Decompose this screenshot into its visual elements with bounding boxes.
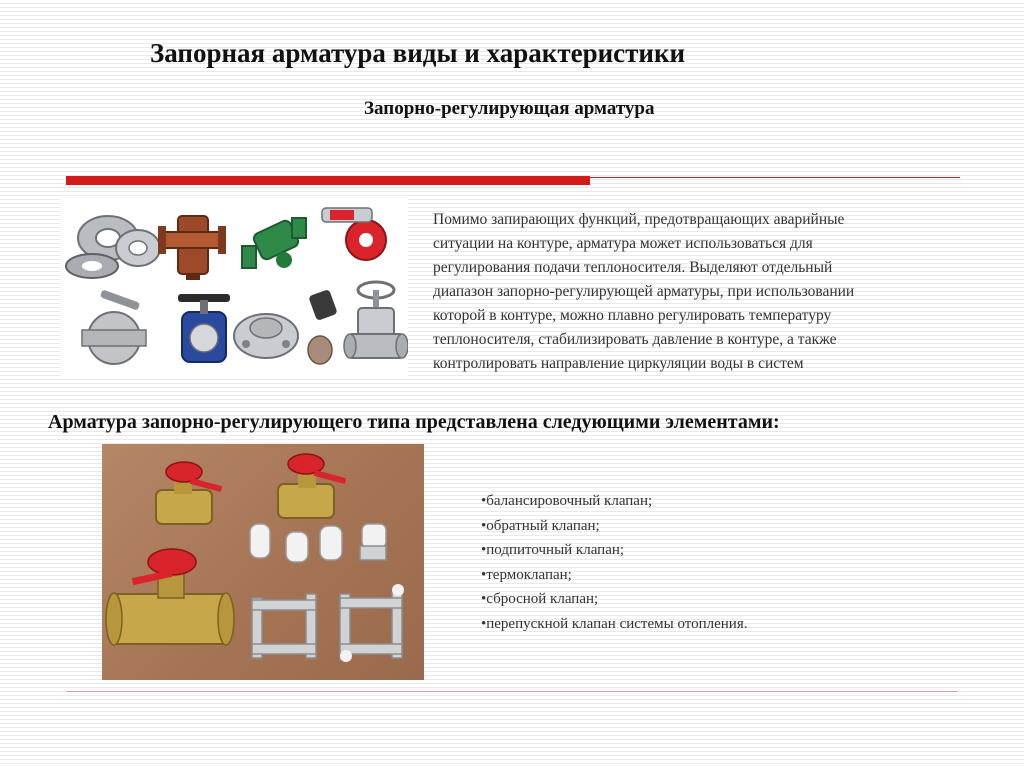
- thermostatic-head-icon: [250, 524, 386, 562]
- large-valve-icon: [106, 549, 234, 645]
- bypass-assembly-icon: [252, 584, 404, 662]
- description-line: регулирования подачи теплоносителя. Выделяют отдельный: [433, 259, 833, 276]
- description-line: диапазон запорно-регулирующей арматуры, при использовании: [433, 283, 855, 300]
- description-line: контролировать направление циркуляции воды в систем: [433, 355, 804, 372]
- list-item: •обратный клапан;: [481, 517, 600, 534]
- gate-body-icon: [234, 314, 298, 358]
- description-text: [433, 208, 993, 376]
- list-item: •перепускной клапан системы отопления.: [481, 615, 748, 632]
- red-divider-bar: [66, 176, 590, 185]
- green-filter-icon: [242, 218, 306, 268]
- valve-collection-photo: [60, 196, 408, 376]
- list-item: •термоклапан;: [481, 566, 572, 583]
- list-item: •подпиточный клапан;: [481, 542, 625, 558]
- butterfly-valve-icon: [178, 294, 230, 362]
- list-item: •сбросной клапан;: [481, 591, 599, 607]
- balancing-valves-photo: [102, 444, 424, 680]
- flange-icon: [66, 216, 160, 278]
- section-heading: Арматура запорно-регулирующего типа представлена следующими элементами:: [48, 411, 780, 433]
- description-line: ситуации на контуре, арматура может использоваться для: [433, 235, 813, 252]
- red-valve-icon: [322, 208, 386, 260]
- elements-list: [481, 489, 747, 636]
- gate-valve-icon: [344, 282, 408, 358]
- page-title: Запорная арматура виды и характеристики: [150, 38, 686, 68]
- balancing-valve-icon: [156, 462, 222, 524]
- ball-valve-icon: [82, 289, 146, 364]
- description-line: Помимо запирающих функций, предотвращающих аварийные: [433, 211, 845, 228]
- bottom-divider-line: [66, 691, 958, 692]
- red-divider-line: [590, 177, 960, 178]
- list-item: •балансировочный клапан;: [481, 493, 653, 509]
- fitting-icon: [308, 289, 338, 364]
- copper-filter-icon: [158, 216, 226, 280]
- balancing-valve-icon: [278, 454, 346, 518]
- description-line: теплоносителя, стабилизировать давление в контуре, а также: [433, 331, 837, 348]
- description-line: которой в контуре, можно плавно регулировать температуру: [433, 307, 832, 324]
- page-subtitle: Запорно-регулирующая арматура: [364, 98, 655, 119]
